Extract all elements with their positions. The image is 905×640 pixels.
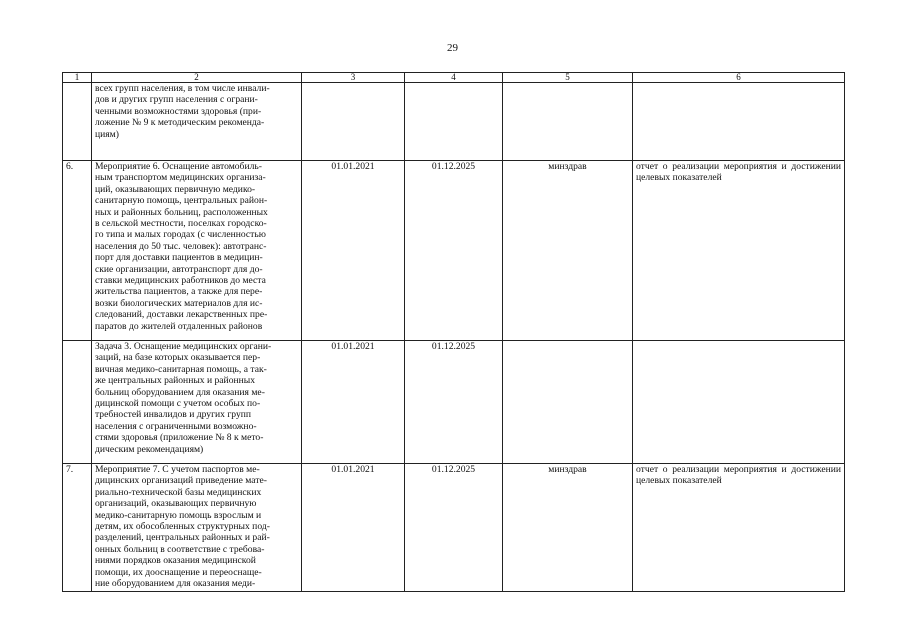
description-line: дов и других групп населения с ограни- <box>95 94 258 106</box>
row-number: 7. <box>63 464 92 592</box>
description-line: разделений, центральных районных и рай- <box>95 532 270 544</box>
description-line: вичная медико-санитарная помощь, а так- <box>95 363 267 375</box>
table-row <box>63 341 845 464</box>
description-line: требностей инвалидов и других групп <box>95 409 252 421</box>
description-line: же центральных районных и районных <box>95 375 255 387</box>
end-date: 01.12.2025 <box>405 161 503 341</box>
description-line: населения с ограниченными возможно- <box>95 420 257 432</box>
executor: минздрав <box>503 161 633 341</box>
description-line: возки биологических материалов для ис- <box>95 297 263 309</box>
description-line: дическим рекомендациям) <box>95 443 204 455</box>
description-line: организаций, оказывающих первичную <box>95 498 257 510</box>
end-date: 01.12.2025 <box>405 341 503 464</box>
column-header: 5 <box>503 73 633 83</box>
description-line: ложение № 9 к методическим рекоменда- <box>95 117 265 129</box>
start-date <box>302 83 405 161</box>
description-line: го типа и малых городах (с численностью <box>95 229 266 241</box>
column-header: 2 <box>92 73 302 83</box>
description-line: Мероприятие 6. Оснащение автомобиль- <box>95 161 262 172</box>
description-line: ставки медицинских работников до места <box>95 275 266 287</box>
description-line: больниц оборудованием для оказания ме- <box>95 386 265 398</box>
description-line: порт для доставки пациентов в медицин- <box>95 252 263 264</box>
description-line: следований, доставки лекарственных пре- <box>95 309 268 321</box>
description-line: санитарную помощь, центральных район- <box>95 195 268 207</box>
description-line: ным транспортом медицинских организа- <box>95 172 266 184</box>
row-number: 6. <box>63 161 92 341</box>
header-row <box>63 73 845 83</box>
expected-result: отчет о реализации мероприятия и достижении целевых показателей <box>633 161 845 341</box>
description-line: всех групп населения, в том числе инвали- <box>95 83 270 94</box>
description-line: в сельской местности, поселках городско- <box>95 218 267 230</box>
description-line: дицинской помощи с учетом особых по- <box>95 398 261 410</box>
description-line: стями здоровья (приложение № 8 к мето- <box>95 432 264 444</box>
row-number <box>63 341 92 464</box>
description-line: населения до 50 тыс. человек): автотранс- <box>95 240 267 252</box>
measure-description <box>92 83 302 161</box>
measures-table <box>62 72 845 592</box>
start-date: 01.01.2021 <box>302 161 405 341</box>
end-date: 01.12.2025 <box>405 464 503 592</box>
description-line: ций, оказывающих первичную медико- <box>95 183 256 195</box>
table-row <box>63 83 845 161</box>
description-line: помощи, их дооснащение и переоснаще- <box>95 566 262 578</box>
expected-result: отчет о реализации мероприятия и достижении целевых показателей <box>633 464 845 592</box>
expected-result <box>633 83 845 161</box>
page-number: 29 <box>447 42 458 54</box>
column-header: 4 <box>405 73 503 83</box>
start-date: 01.01.2021 <box>302 341 405 464</box>
row-number <box>63 83 92 161</box>
description-line: заций, на базе которых оказывается пер- <box>95 352 261 364</box>
table-row <box>63 161 845 341</box>
description-line: Мероприятие 7. С учетом паспортов ме- <box>95 464 260 475</box>
description-line: паратов до жителей отдаленных районов <box>95 320 263 332</box>
table-row <box>63 464 845 592</box>
executor <box>503 83 633 161</box>
description-line: ние оборудованием для оказания меди- <box>95 578 256 590</box>
description-line: онных больниц в соответствие с требова- <box>95 543 265 555</box>
start-date: 01.01.2021 <box>302 464 405 592</box>
description-line: циям) <box>95 128 119 140</box>
executor: минздрав <box>503 464 633 592</box>
description-line: ские организации, автотранспорт для до- <box>95 263 263 275</box>
description-line: жительства пациентов, а также для пере- <box>95 286 263 298</box>
description-line: медико-санитарную помощь взрослым и <box>95 509 262 521</box>
description-line: ченными возможностями здоровья (при- <box>95 105 262 117</box>
measure-description <box>92 464 302 592</box>
description-line: ных и районных больниц, расположенных <box>95 206 268 218</box>
column-header: 6 <box>633 73 845 83</box>
column-header: 1 <box>63 73 92 83</box>
description-line: ниями порядков оказания медицинской <box>95 555 256 567</box>
description-line: дицинских организаций приведение мате- <box>95 475 267 487</box>
description-line: детям, их обособленных структурных под- <box>95 521 270 533</box>
executor <box>503 341 633 464</box>
measure-description <box>92 161 302 341</box>
end-date <box>405 83 503 161</box>
expected-result <box>633 341 845 464</box>
column-header: 3 <box>302 73 405 83</box>
description-line: Задача 3. Оснащение медицинских органи- <box>95 341 272 352</box>
measure-description <box>92 341 302 464</box>
description-line: риально-технической базы медицинских <box>95 486 262 498</box>
